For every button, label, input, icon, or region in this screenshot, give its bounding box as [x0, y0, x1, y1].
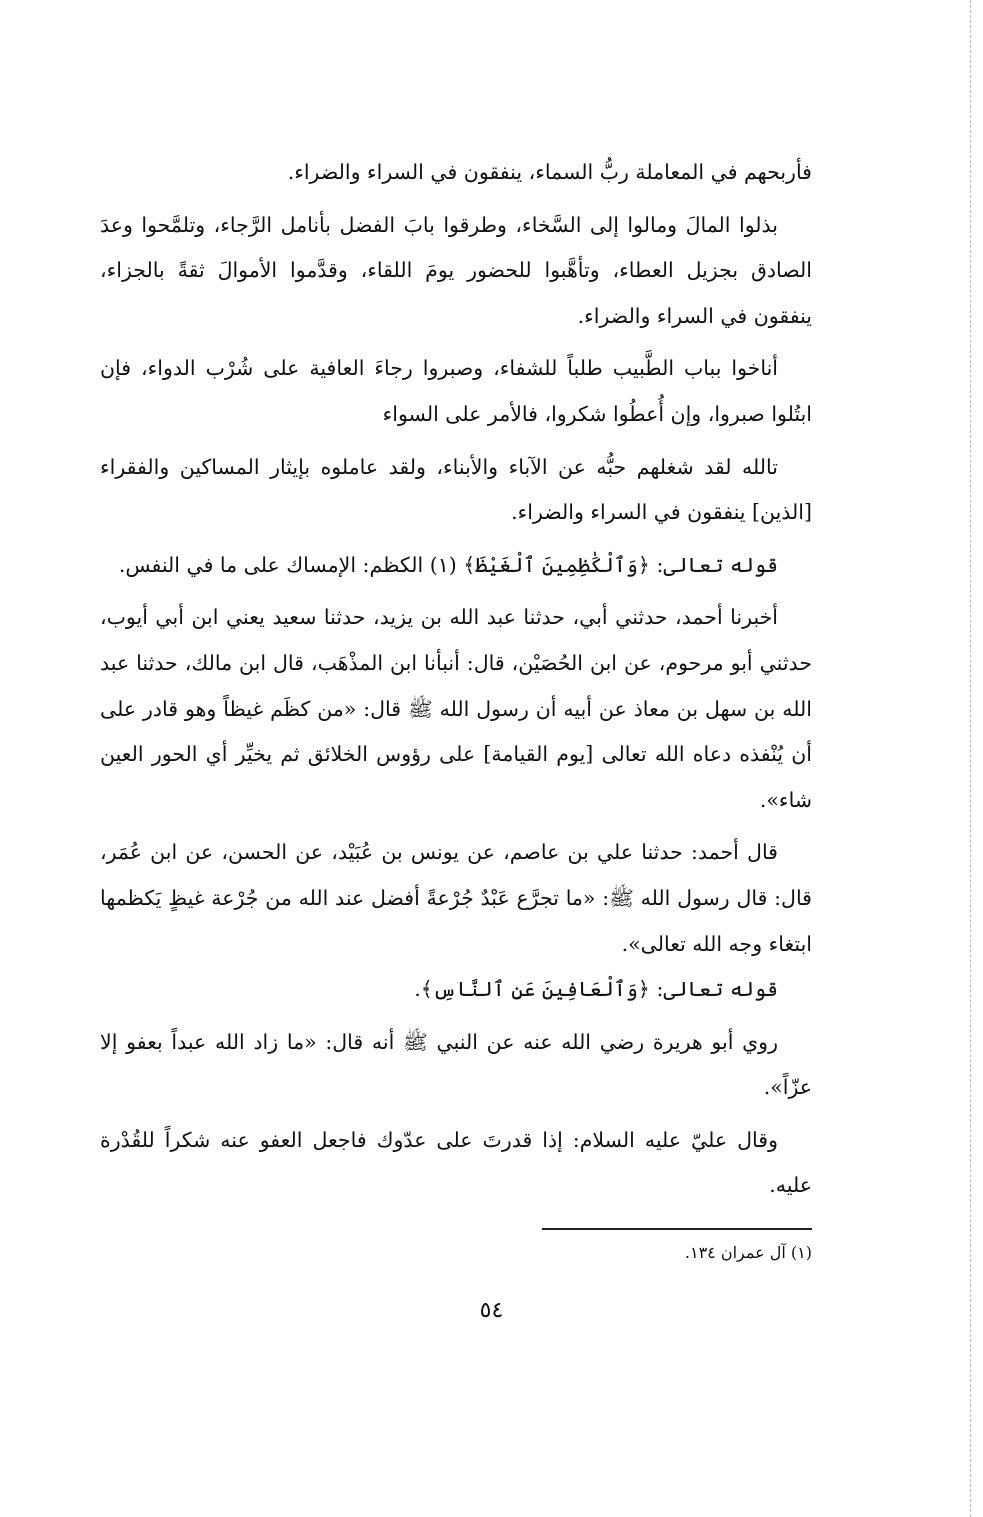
paragraph: قوله تعالى: ﴿وَٱلْعَافِينَ عَنِ ٱلنَّاسِ﴾.: [414, 977, 778, 1002]
paragraph: تالله لقد شغلهم حبُّه عن الآباء والأبناء، ولقد عاملوه بإيثار المساكين والفقراء [الذين] ينفقون في السراء والضراء.: [100, 454, 812, 525]
paragraph: قال أحمد: حدثنا علي بن عاصم، عن يونس بن عُبَيْد، عن الحسن، عن ابن عُمَر، قال: قال رسول الله ﷺ: «ما تجرَّع عَبْدٌ جُرْعةً أفضل عند الله من جُرْعة غيظٍ يَكظمها ابتغاء وجه الله تعالى».: [100, 840, 812, 956]
page-number: ٥٤: [479, 1298, 504, 1323]
paragraph: روي أبو هريرة رضي الله عنه عن النبي ﷺ أنه قال: «ما زاد الله عبداً بعفو إلا عزّاً».: [100, 1029, 812, 1100]
paragraph: بذلوا المالَ ومالوا إلى السَّخاء، وطرقوا بابَ الفضل بأنامل الرَّجاء، وتلمَّحوا وعدَ الصادق بجزيل العطاء، وتأهَّبوا للحضور يومَ اللقاء، وقدَّموا الأموالَ ثقةً بالجزاء، ينفقون في السراء والضراء.: [100, 212, 812, 328]
footnote: (١) آل عمران ١٣٤.: [684, 1243, 812, 1262]
paragraph: قوله تعالى: ﴿وَٱلْكَٰظِمِينَ ٱلْغَيْظَ﴾ (١) الكظم: الإمساك على ما في النفس.: [118, 552, 778, 577]
paragraph: وقال عليّ عليه السلام: إذا قدرتَ على عدّوك فاجعل العفو عنه شكراً للقُدْرة عليه.: [100, 1127, 812, 1198]
footnote-separator: [542, 1228, 812, 1230]
paragraph: فأربحهم في المعاملة ربُّ السماء، ينفقون في السراء والضراء.: [287, 160, 812, 184]
paragraph: أخبرنا أحمد، حدثني أبي، حدثنا عبد الله بن يزيد، حدثنا سعيد يعني ابن أبي أيوب، حدثني أبو مرحوم، عن ابن الحُصَيْن، قال: أنبأنا ابن المذْهَب، قال ابن مالك، حدثنا عبد الله بن سهل بن معاذ عن أبيه أن رسول الله ﷺ قال: «من كظَم غيظاً وهو قادر على أن يُنْفذه دعاه الله تعالى [يوم القيامة] على رؤوس الخلائق ثم يخيِّر أي الحور العين شاء».: [100, 605, 812, 812]
paragraph: أناخوا بباب الطَّبيب طلباً للشفاء، وصبروا رجاءَ العافية على شُرْب الدواء، فإن ابتُلوا صبروا، وإن أُعطُوا شكروا، فالأمر على السواء: [100, 356, 812, 426]
scan-edge-line: [970, 0, 971, 1517]
page-body: [100, 150, 812, 1216]
